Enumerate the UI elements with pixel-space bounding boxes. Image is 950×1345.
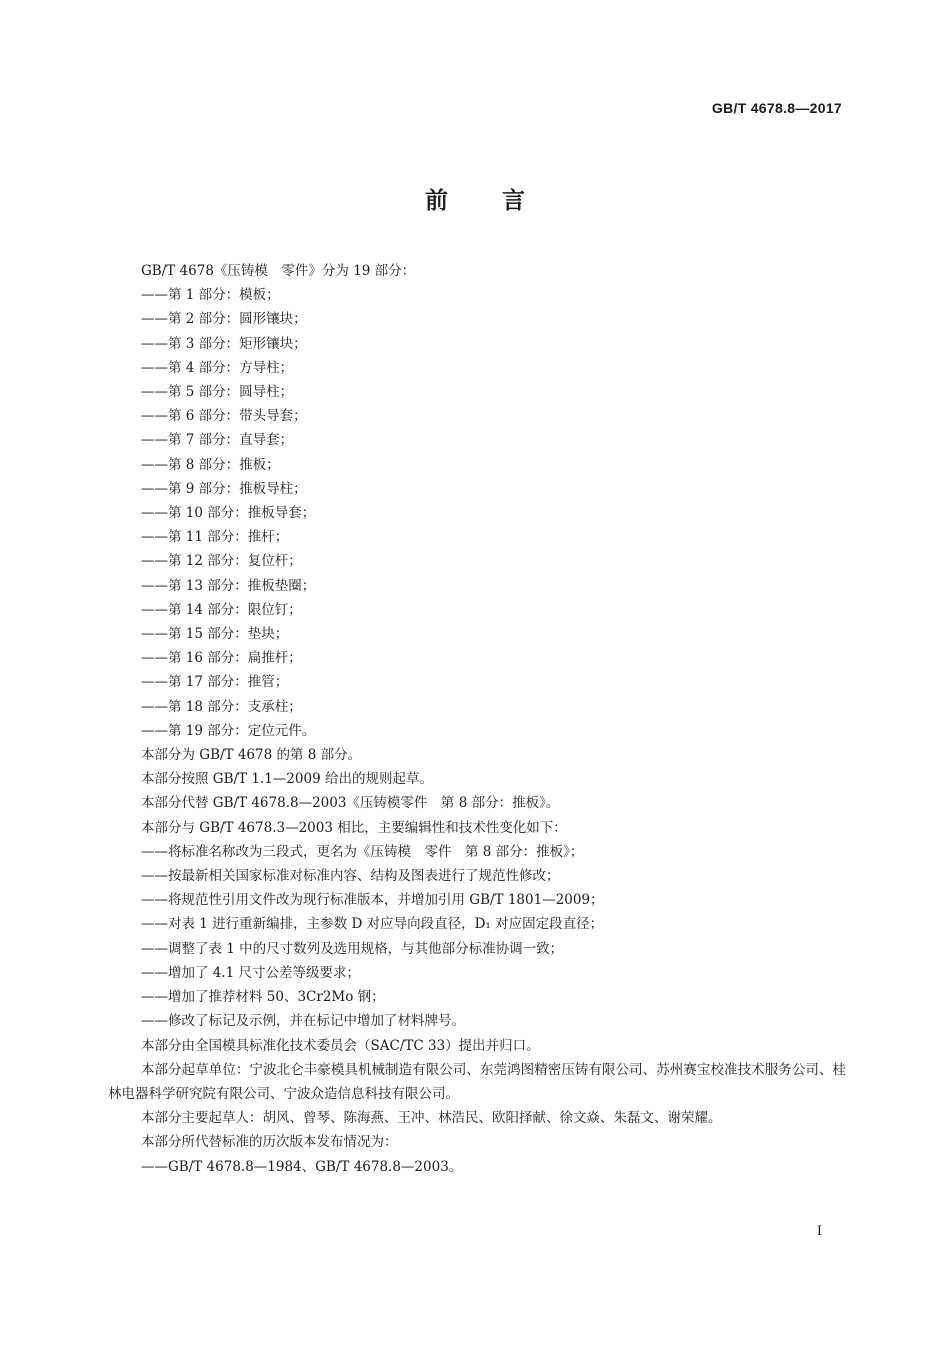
list-item: ——第 19 部分：定位元件。 (141, 722, 316, 739)
list-item: ——第 4 部分：方导柱； (141, 359, 294, 376)
list-item: ——对表 1 进行重新编排，主参数 D 对应导向段直径，D₁ 对应固定段直径； (141, 916, 604, 933)
list-item: ——调整了表 1 中的尺寸数列及选用规格，与其他部分标准协调一致； (141, 940, 564, 957)
page-number: I (816, 1224, 822, 1239)
list-item: ——第 8 部分：推板； (141, 456, 280, 473)
paragraph: 本部分所代替标准的历次版本发布情况为： (141, 1134, 398, 1151)
list-item: ——第 13 部分：推板垫圈； (141, 577, 316, 594)
list-item: ——第 17 部分：推管； (141, 674, 289, 691)
page-title: 前言 (425, 188, 579, 214)
paragraph: 本部分代替 GB/T 4678.8—2003《压铸模零件 第 8 部分：推板》。 (141, 795, 560, 812)
list-item: ——第 16 部分：扁推杆； (141, 650, 302, 667)
list-item: ——将规范性引用文件改为现行标准版本，并增加引用 GB/T 1801—2009； (141, 892, 604, 909)
list-item: ——第 12 部分：复位杆； (141, 553, 302, 570)
list-item: ——修改了标记及示例，并在标记中增加了材料牌号。 (141, 1013, 465, 1030)
list-item: ——增加了推荐材料 50、3Cr2Mo 钢； (141, 989, 385, 1006)
list-item: ——第 10 部分：推板导套； (141, 505, 316, 522)
list-item: ——第 6 部分：带头导套； (141, 408, 307, 425)
paragraph: 本部分起草单位：宁波北仑丰豪模具机械制造有限公司、东莞鸿图精密压铸有限公司、苏州赛宝校准技术服务公司、桂林电器科学研究院有限公司、宁波众造信息科技有限公司。 (108, 1061, 846, 1102)
standard-number: GB/T 4678.8—2017 (711, 100, 842, 116)
list-item: ——将标准名称改为三段式，更名为《压铸模 零件 第 8 部分：推板》； (141, 843, 584, 860)
list-item: ——第 1 部分：模板； (141, 287, 280, 304)
list-item: ——第 5 部分：圆导柱； (141, 384, 294, 401)
list-item: ——第 9 部分：推板导柱； (141, 480, 307, 497)
list-item: ——第 7 部分：直导套； (141, 432, 294, 449)
paragraph: 本部分由全国模具标准化技术委员会（SAC/TC 33）提出并归口。 (141, 1037, 540, 1054)
paragraph: 本部分与 GB/T 4678.3—2003 相比，主要编辑性和技术性变化如下： (141, 819, 567, 836)
list-item: ——第 11 部分：推杆； (141, 529, 289, 546)
list-item: ——GB/T 4678.8—1984、GB/T 4678.8—2003。 (141, 1158, 463, 1175)
list-item: ——第 2 部分：圆形镶块； (141, 311, 307, 328)
paragraph: 本部分主要起草人：胡风、曾琴、陈海燕、王冲、林浩民、欧阳择献、徐文焱、朱磊文、谢荣耀。 (141, 1110, 722, 1127)
paragraph: 本部分按照 GB/T 1.1—2009 给出的规则起草。 (141, 771, 433, 788)
list-item: ——按最新相关国家标准对标准内容、结构及图表进行了规范性修改； (141, 868, 560, 885)
preface-body (108, 259, 846, 1179)
list-item: ——第 18 部分：支承柱； (141, 698, 302, 715)
list-item: ——增加了 4.1 尺寸公差等级要求； (141, 964, 361, 981)
list-item: ——第 14 部分：限位钉； (141, 601, 302, 618)
paragraph: 本部分为 GB/T 4678 的第 8 部分。 (141, 747, 362, 764)
paragraph: GB/T 4678《压铸模 零件》分为 19 部分： (141, 263, 416, 279)
list-item: ——第 3 部分：矩形镶块； (141, 335, 307, 352)
list-item: ——第 15 部分：垫块； (141, 626, 289, 643)
